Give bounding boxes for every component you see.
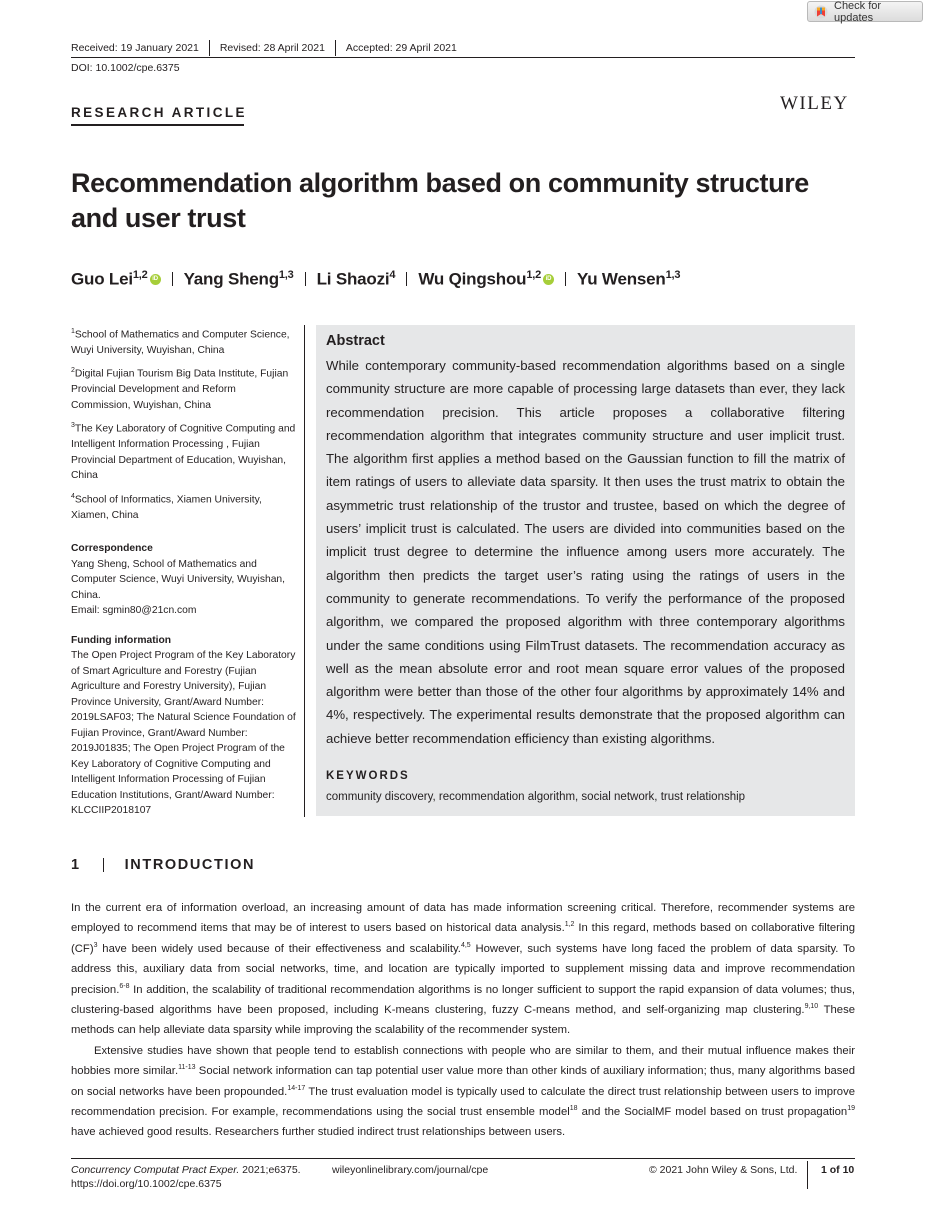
affiliation: $^4$School of Informatics, Xiamen University, Xiamen, China [71, 492, 262, 521]
divider [103, 858, 104, 872]
funding-text: The Open Project Program of the Key Laboratory of Smart Agriculture and Forestry (Fujian Agriculture and Forestry University), Fujian Province University, Grant/Award Number: 2019LSAF03; The Natural Science Foundation of Fujian Province, Grant/Award Number: 2019J01835; The Open Project Program of the Key Laboratory of Cognitive Computing and Intelligent Information Processing of Fujian Education Institutions, Grant/Award Number: KLCCIIP2018107 [71, 650, 296, 817]
citation[interactable]: 4,5 [460, 942, 471, 950]
correspondence-email[interactable]: Email: sgmin80@21cn.com [71, 605, 197, 617]
column-divider [304, 325, 305, 817]
affiliation: $^2$Digital Fujian Tourism Big Data Institute, Fujian Provincial Development and Reform Commission, Wuyishan, China [71, 367, 289, 411]
abstract-text: While contemporary community-based recommendation algorithms based on a single community structure are more capable of processing large datasets than ever, they lack recommendation precision. This article proposes a collaborative filtering recommendation algorithm that integrates community structure and user implicit trust. The algorithm first applies a method based on the Gaussian function to fill the matrix of item ratings of users to alleviate data sparsity. It then uses the trust matrix to obtain the asymmetric trust relationship of the trustor and trustee, based on which the degree of users’ implicit trust is calculated. The users are divided into communities based on the implicit trust degree to determine the influence among users more accurately. The algorithm then predicts the target user’s rating using the ratings of users in the community to generate recommendations. To verify the performance of the proposed algorithm, we compared the proposed algorithm with three contemporary algorithms under the same conditions using FilmTrust datasets. The recommendation accuracy as well as the mean absolute error and root mean square error values of the proposed algorithm were better than those of the other four algorithms by approximately 14% and 4%, respectively. The experimental results demonstrate that the proposed algorithm can achieve better recommendation efficiency than existing algorithms. [326, 358, 845, 746]
introduction-body [71, 898, 855, 1143]
publisher-logo: WILEY [780, 93, 849, 114]
citation[interactable]: 19 [847, 1105, 855, 1113]
orcid-icon[interactable]: iD [150, 274, 161, 285]
divider [406, 272, 407, 286]
section-number: 1 [71, 857, 81, 873]
divider [335, 40, 336, 56]
check-for-updates-button[interactable] [807, 1, 923, 22]
paragraph: Extensive studies have shown that people tend to establish connections with people who are similar to them, and their mutual influence makes their hobbies more similar.$^{11-13}$ Social network information can tap potential user value more than other kinds of auxiliary information; thus, many algorithms based on social networks have been propounded.$^{14-17}$ The trust evaluation model is typically used to calculate the direct trust relationship between users to improve recommendation precision. For example, recommendations using the social trust ensemble model$^{18}$ and the SocialMF model based on trust propagation$^{19}$ have achieved good results. Researchers further studied indirect trust relationships between users. [71, 1044, 856, 1139]
footer-rule [71, 1158, 855, 1159]
page-number: 1 of 10 [821, 1164, 855, 1176]
affiliation: $^1$School of Mathematics and Computer Science, Wuyi University, Wuyishan, China [71, 328, 290, 356]
citation[interactable]: 14-17 [287, 1084, 306, 1092]
abstract-heading: Abstract [326, 333, 385, 349]
article-type-underline [71, 124, 244, 126]
doi[interactable]: DOI: 10.1002/cpe.6375 [71, 62, 180, 74]
article-type: RESEARCH ARTICLE [71, 105, 247, 120]
orcid-icon[interactable]: iD [543, 274, 554, 285]
citation[interactable]: 18 [569, 1105, 578, 1113]
citation[interactable]: 6-8 [119, 982, 130, 990]
funding-heading: Funding information [71, 634, 172, 646]
citation[interactable]: 11-13 [178, 1064, 196, 1072]
author[interactable]: Li Shaozi$^4$ [316, 269, 396, 289]
check-for-updates-label: Check for updates [834, 0, 882, 24]
crossmark-icon [814, 5, 828, 19]
divider [209, 40, 210, 56]
author[interactable]: Wu Qingshou$^{1,2}$ [418, 269, 542, 289]
correspondence-heading: Correspondence [71, 543, 153, 555]
divider [172, 272, 173, 286]
affiliations-column [71, 324, 296, 819]
keywords-text: community discovery, recommendation algorithm, social network, trust relationship [326, 791, 746, 803]
affiliation: $^3$The Key Laboratory of Cognitive Computing and Intelligent Information Processing , Fujian Provincial Department of Education, Wuyishan, China [71, 422, 296, 482]
paragraph: In the current era of information overload, an increasing amount of data has made information screening critical. Therefore, recommender systems are employed to recommend items that may be of interest to users based on historical data analysis.$^{1,2}$ In this regard, methods based on collaborative filtering (CF)$^3$ have been widely used because of their effectiveness and scalability.$^{4,5}$ However, such systems have long faced the problem of data sparsity. To address this, auxiliary data from social networks, time, and location are typically imported to supplement missing data and improve recommendation precision.$^{6-8}$ In addition, the scalability of traditional recommendation algorithms is no longer sufficient to support the rapid expansion of data volumes; thus, clustering-based algorithms have been proposed, including K-means clustering, fuzzy C-means method, and self-organizing map clustering.$^{9,10}$ These methods can help alleviate data sparsity while improving the scalability of the recommender system. [71, 902, 855, 1037]
section-heading [71, 857, 255, 873]
article-dates [71, 40, 457, 56]
author[interactable]: Guo Lei$^{1,2}$ [71, 269, 148, 289]
divider [305, 272, 306, 286]
revised-date: Revised: 28 April 2021 [219, 42, 325, 54]
divider [565, 272, 566, 286]
correspondence-text: Yang Sheng, School of Mathematics and Computer Science, Wuyi University, Wuyishan, China. [71, 558, 286, 601]
author[interactable]: Yang Sheng$^{1,3}$ [183, 269, 294, 289]
footer-journal: Concurrency Computat Pract Exper. 2021;e6375. [71, 1164, 301, 1176]
keywords-heading: KEYWORDS [326, 770, 410, 782]
citation[interactable]: 1,2 [564, 921, 575, 929]
accepted-date: Accepted: 29 April 2021 [345, 42, 457, 54]
author-list [71, 269, 680, 290]
citation[interactable]: 3 [93, 942, 98, 950]
section-title: INTRODUCTION [124, 857, 256, 873]
received-date: Received: 19 January 2021 [71, 42, 199, 54]
paper-title: Recommendation algorithm based on community structure and user trust [71, 168, 809, 233]
footer-copyright: © 2021 John Wiley & Sons, Ltd. [649, 1164, 798, 1176]
footer-divider [807, 1161, 808, 1189]
author[interactable]: Yu Wensen$^{1,3}$ [577, 269, 681, 289]
header-rule [71, 57, 855, 58]
footer-site-link[interactable]: wileyonlinelibrary.com/journal/cpe [332, 1164, 489, 1176]
footer-doi-link[interactable]: https://doi.org/10.1002/cpe.6375 [71, 1178, 222, 1190]
citation[interactable]: 9,10 [804, 1003, 819, 1011]
